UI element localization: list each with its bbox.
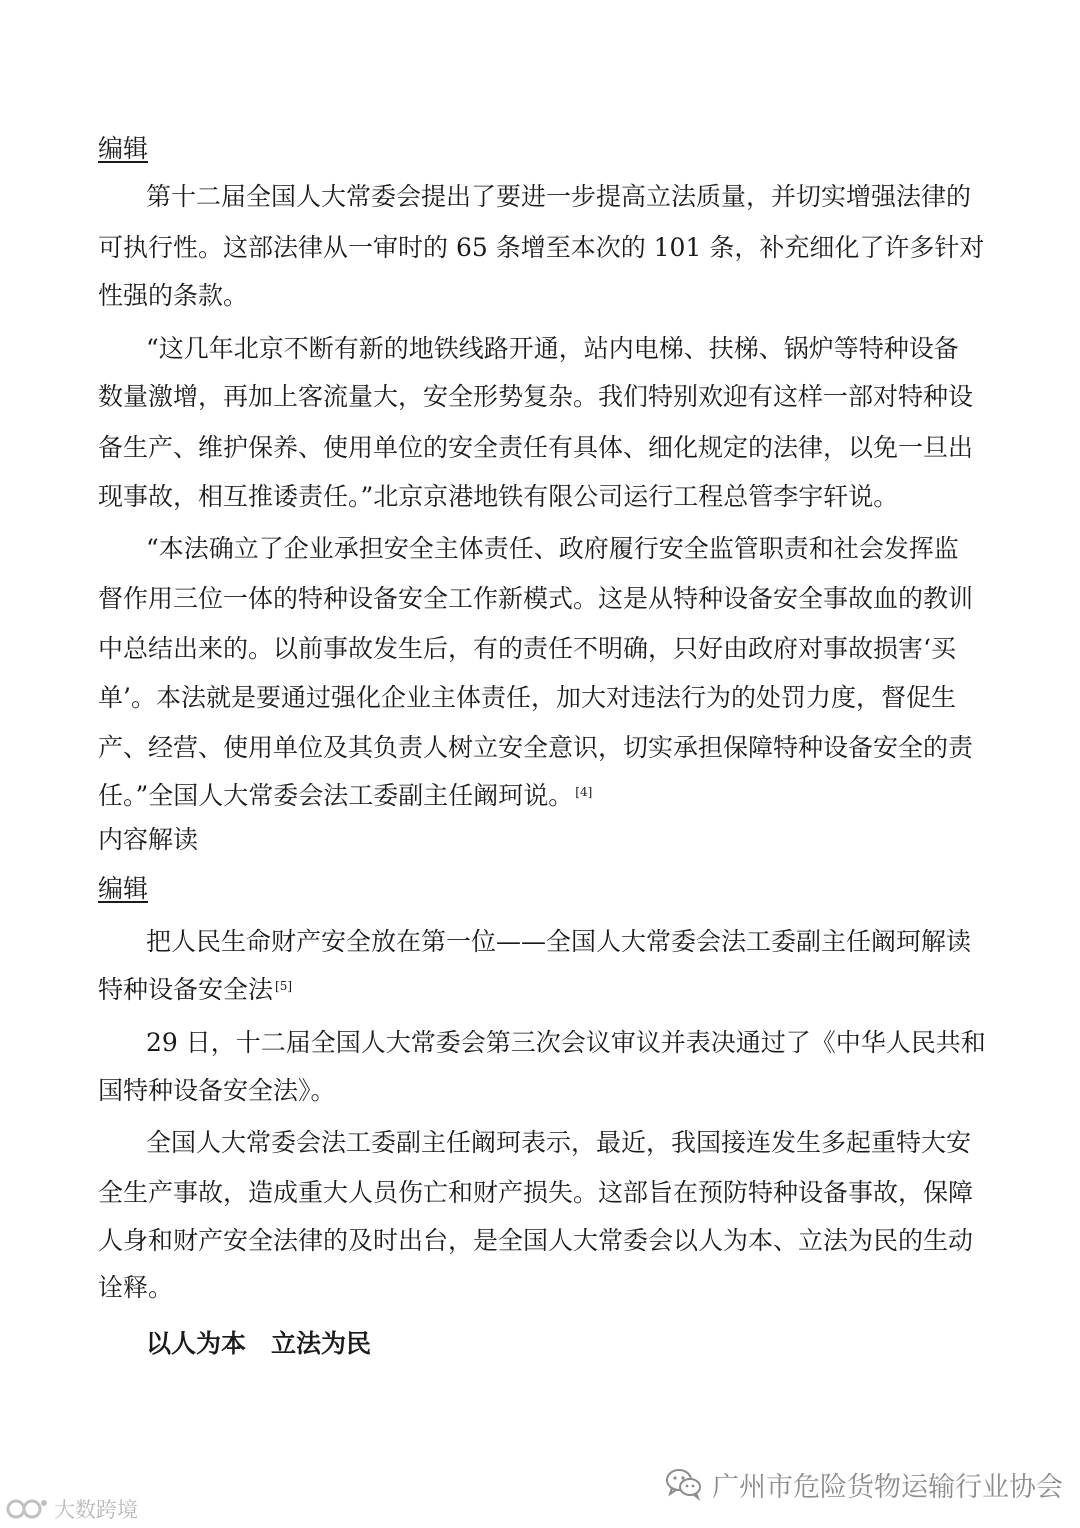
paragraph-line: 现事故，相互推诿责任。”北京京港地铁有限公司运行工程总管李宇轩说。 (98, 482, 899, 511)
paragraph-line: 数量激增，再加上客流量大，安全形势复杂。我们特别欢迎有这样一部对特种设 (98, 382, 974, 411)
paragraph-line: 可执行性。这部法律从一审时的 65 条增至本次的 101 条，补充细化了许多针对 (98, 233, 985, 262)
subheading: 以人为本 立法为民 (146, 1329, 372, 1358)
brand-watermark (6, 1494, 138, 1524)
paragraph-line: 特种设备安全法 [5] (98, 975, 293, 1004)
brand-logo-icon (6, 1496, 48, 1522)
edit-link[interactable]: 编辑 (98, 134, 149, 163)
wechat-account-name: 广州市危险货物运输行业协会 (712, 1471, 1063, 1503)
paragraph-line: 把人民生命财产安全放在第一位——全国人大常委会法工委副主任阚珂解读 (146, 927, 972, 956)
paragraph-line: 单’。本法就是要通过强化企业主体责任，加大对违法行为的处罚力度，督促生 (98, 683, 956, 712)
paragraph-line: “本法确立了企业承担安全主体责任、政府履行安全监管职责和社会发挥监 (146, 534, 959, 563)
paragraph-line: 人身和财产安全法律的及时出台，是全国人大常委会以人为本、立法为民的生动 (98, 1226, 974, 1255)
citation-ref[interactable]: [4] (575, 785, 593, 799)
paragraph-line: 国特种设备安全法》。 (98, 1076, 336, 1105)
wechat-watermark (664, 1464, 1063, 1504)
paragraph-line: “这几年北京不断有新的地铁线路开通，站内电梯、扶梯、锅炉等特种设备 (146, 334, 959, 363)
wechat-icon (664, 1467, 704, 1501)
paragraph-line: 备生产、维护保养、使用单位的安全责任有具体、细化规定的法律，以免一旦出 (98, 433, 974, 462)
paragraph-line: 全国人大常委会法工委副主任阚珂表示，最近，我国接连发生多起重特大安 (146, 1128, 972, 1157)
paragraph-line: 全生产事故，造成重大人员伤亡和财产损失。这部旨在预防特种设备事故，保障 (98, 1178, 974, 1207)
paragraph-line: 督作用三位一体的特种设备安全工作新模式。这是从特种设备安全事故血的教训 (98, 584, 974, 613)
paragraph-line: 任。”全国人大常委会法工委副主任阚珂说。 [4] (98, 781, 593, 810)
paragraph-line: 性强的条款。 (98, 281, 249, 310)
paragraph-line: 中总结出来的。以前事故发生后，有的责任不明确，只好由政府对事故损害‘买 (98, 634, 956, 663)
section-heading: 内容解读 (98, 825, 199, 854)
citation-ref[interactable]: [5] (275, 979, 293, 993)
paragraph-line: 诠释。 (98, 1273, 174, 1302)
brand-name: 大数跨境 (54, 1498, 138, 1522)
paragraph-line: 产、经营、使用单位及其负责人树立安全意识，切实承担保障特种设备安全的责 (98, 733, 974, 762)
paragraph-line: 第十二届全国人大常委会提出了要进一步提高立法质量，并切实增强法律的 (146, 182, 972, 211)
edit-link[interactable]: 编辑 (98, 874, 149, 903)
paragraph-line: 29 日，十二届全国人大常委会第三次会议审议并表决通过了《中华人民共和 (146, 1028, 986, 1057)
